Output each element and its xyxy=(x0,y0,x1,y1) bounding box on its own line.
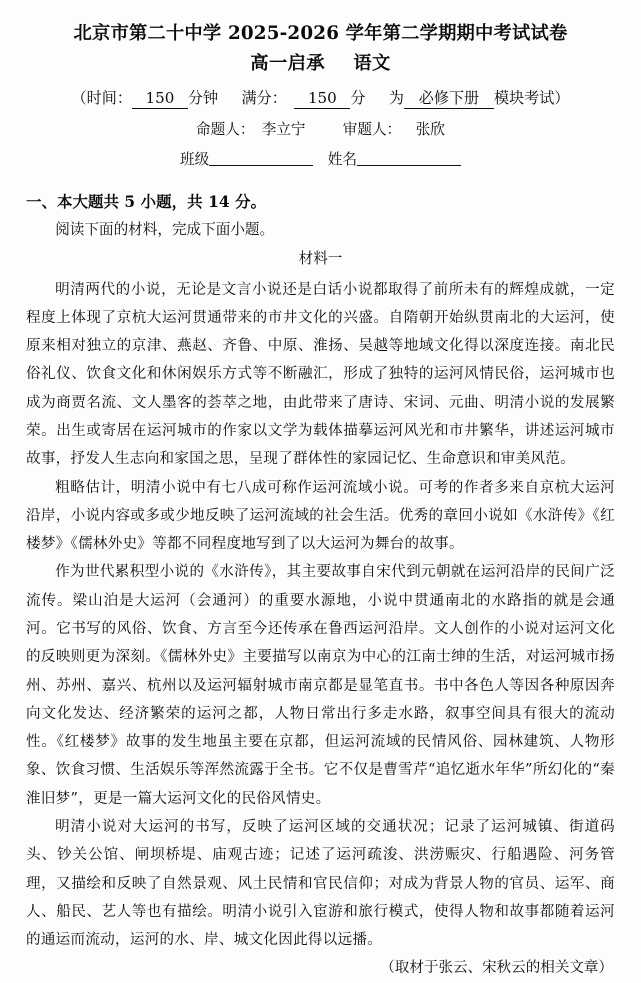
material-label: 材料一 xyxy=(298,249,343,267)
subtitle-subject: 语文 xyxy=(353,53,391,75)
setter-name: 李立宁 xyxy=(261,120,306,138)
exam-score-value[interactable]: 150 xyxy=(294,90,350,109)
exam-score-label: 满分： xyxy=(241,88,287,107)
exam-module-value[interactable]: 必修下册 xyxy=(404,90,494,109)
section-instruction: 阅读下面的材料，完成下面小题。 xyxy=(55,220,275,238)
passage-body xyxy=(26,269,615,983)
passage-paragraph: 明清两代的小说，无论是文言小说还是白话小说都取得了前所未有的辉煌成就，一定程度上体现了京杭大运河贯通带来的市井文化的兴盛。自隋朝开始纵贯南北的大运河，使原来相对独立的京津、燕赵、齐鲁、中原、淮扬、吴越等地域文化得以深度连接。南北民俗礼仪、饮食文化和休闲娱乐方式等不断融汇，形成了独特的运河风情民俗，运河城市也成为商贾名流、文人墨客的荟萃之地，由此带来了唐诗、宋词、元曲、明清小说的发展繁荣。出生或寄居在运河城市的作家以文学为载体描摹运河风光和市井繁华，讲述运河城市故事，抒发人生志向和家国之思，呈现了群体性的家园记忆、生命意识和审美风范。 xyxy=(26,280,615,468)
exam-score-unit: 分 xyxy=(350,88,366,107)
class-input[interactable] xyxy=(209,151,313,166)
passage-paragraph: 作为世代累积型小说的《水浒传》，其主要故事自宋代到元朝就在运河沿岸的民间广泛流传。梁山泊是大运河（会通河）的重要水源地，小说中贯通南北的水路指的就是会通河。它书写的风俗、饮食、方言至今还传承在鲁西运河沿岸。文人创作的小说对运河文化的反映则更为深刻。《儒林外史》主要描写以南京为中心的江南士绅的生活，对运河城市扬州、苏州、嘉兴、杭州以及运河辐射城市南京都是显笔直书。书中各色人等因各种原因奔向文化发达、经济繁荣的运河之都，人物日常出行多走水路，叙事空间具有很大的流动性。《红楼梦》故事的发生地虽主要在京都，但运河流域的民情风俗、园林建筑、人物形象、饮食习惯、生活娱乐等浑然流露于全书。它不仅是曹雪芹“追忆逝水年华”所幻化的“秦淮旧梦”，更是一篇大运河文化的民俗风情史。 xyxy=(26,563,615,807)
reviewer-label: 审题人： xyxy=(342,120,402,138)
subtitle-grade: 高一启承 xyxy=(250,53,325,75)
exam-time-value[interactable]: 150 xyxy=(132,90,188,109)
section-heading: 一、本大题共 5 小题，共 14 分。 xyxy=(26,192,267,211)
name-label: 姓名 xyxy=(327,150,357,168)
exam-module-suffix: 模块考试） xyxy=(493,88,570,107)
page-subtitle xyxy=(26,45,615,75)
student-fields-line xyxy=(26,140,615,170)
passage-paragraph: 粗略估计，明清小说中有七八成可称作运河流域小说。可考的作者多来自京杭大运河沿岸，小说内容或多或少地反映了运河流域的社会生活。优秀的章回小说如《水浒传》《红楼梦》《儒林外史》等都不同程度地写到了以大运河为舞台的故事。 xyxy=(26,478,615,553)
class-label: 班级 xyxy=(180,150,210,168)
passage-attribution: （取材于张云、宋秋云的相关文章） xyxy=(380,959,613,977)
exam-module-label: 为 xyxy=(388,88,404,107)
reviewer-name: 张欣 xyxy=(415,120,445,138)
name-input[interactable] xyxy=(357,151,461,166)
exam-time-label: （时间： xyxy=(71,88,132,107)
passage-paragraph: 明清小说对大运河的书写，反映了运河区域的交通状况；记录了运河城镇、街道码头、钞关公馆、闸坝桥堤、庙观古迹；记述了运河疏浚、洪涝赈灾、行船遇险、河务管理，又描绘和反映了自然景观、风土民情和官民信仰；对成为背景人物的官员、运军、商人、船民、艺人等也有描绘。明清小说引入宦游和旅行模式，使得人物和故事都随着运河的通运而流动，运河的水、岸、城文化因此得以远播。 xyxy=(26,817,615,949)
exam-info-line xyxy=(26,76,615,109)
page-title: 北京市第二十中学 2025-2026 学年第二学期期中考试试卷 xyxy=(73,23,568,44)
authors-line xyxy=(26,109,615,140)
setter-label: 命题人： xyxy=(196,120,255,138)
exam-time-unit: 分钟 xyxy=(187,88,219,107)
